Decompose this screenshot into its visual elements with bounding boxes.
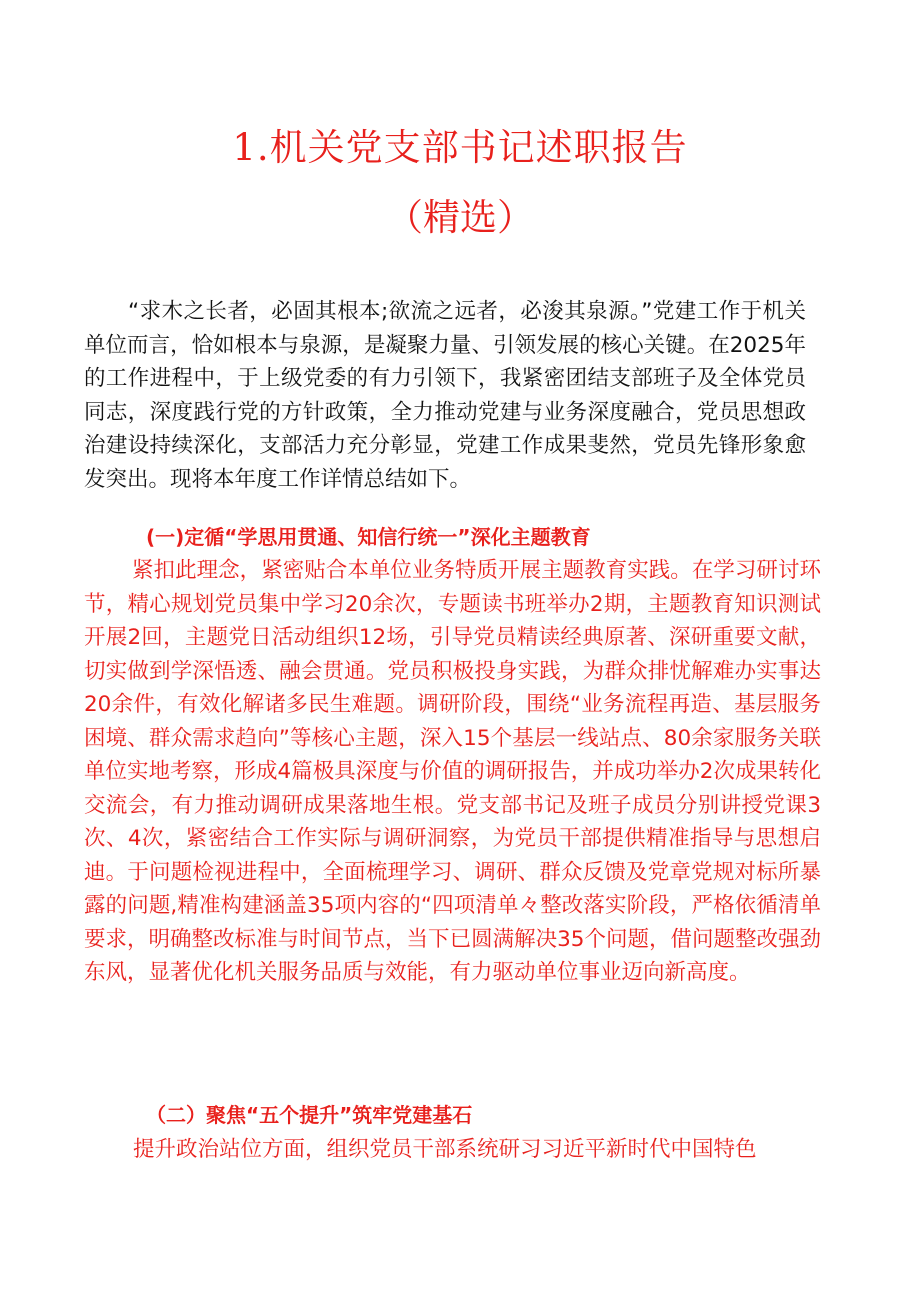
intro-paragraph: “求木之长者，必固其根本;欲流之远者，必浚其泉源。”党建工作于机关单位而言，恰如根本与泉源，是凝聚力量、引领发展的核心关键。在2025年的工作进程中，于上级党委的有力引领下，我紧密团结支部班子及全体党员同志，深度践行党的方针政策，全力推动党建与业务深度融合，党员思想政治建设持续深化，支部活力充分彰显，党建工作成果斐然，党员先锋形象愈发突出。现将本年度工作详情总结如下。	[84, 299, 806, 492]
section-1-heading: (一)定循“学思用贯通、知信行统一”深化主题教育	[146, 525, 591, 549]
document-title: 1.机关党支部书记述职报告	[232, 126, 688, 169]
section-2-heading: （二）聚焦“五个提升”筑牢党建基石	[146, 1103, 473, 1127]
section-2-body: 提升政治站位方面，组织党员干部系统研习习近平新时代中国特色	[133, 1137, 757, 1162]
document-subtitle: （精选）	[386, 196, 534, 239]
section-1-body: 紧扣此理念，紧密贴合本单位业务特质开展主题教育实践。在学习研讨环节，精心规划党员集中学习20余次，专题读书班举办2期，主题教育知识测试开展2回，主题党日活动组织12场，引导党员精读经典原著、深研重要文献，切实做到学深悟透、融会贯通。党员积极投身实践，为群众排忧解难办实事达20余件，有效化解诸多民生难题。调研阶段，围绕“业务流程再造、基层服务困境、群众需求趋向”等核心主题，深入15个基层一线站点、80余家服务关联单位实地考察，形成4篇极具深度与价值的调研报告，并成功举办2次成果转化交流会，有力推动调研成果落地生根。党支部书记及班子成员分别讲授党课3次、4次，紧密结合工作实际与调研洞察，为党员干部提供精准指导与思想启迪。于问题检视进程中，全面梳理学习、调研、群众反馈及党章党规对标所暴露的问题,精准构建涵盖35项内容的“四项清单々整改落实阶段，严格依循清单要求，明确整改标准与时间节点，当下已圆满解决35个问题，借问题整改强劲东风，显著优化机关服务品质与效能，有力驱动单位事业迈向新高度。	[84, 558, 821, 985]
